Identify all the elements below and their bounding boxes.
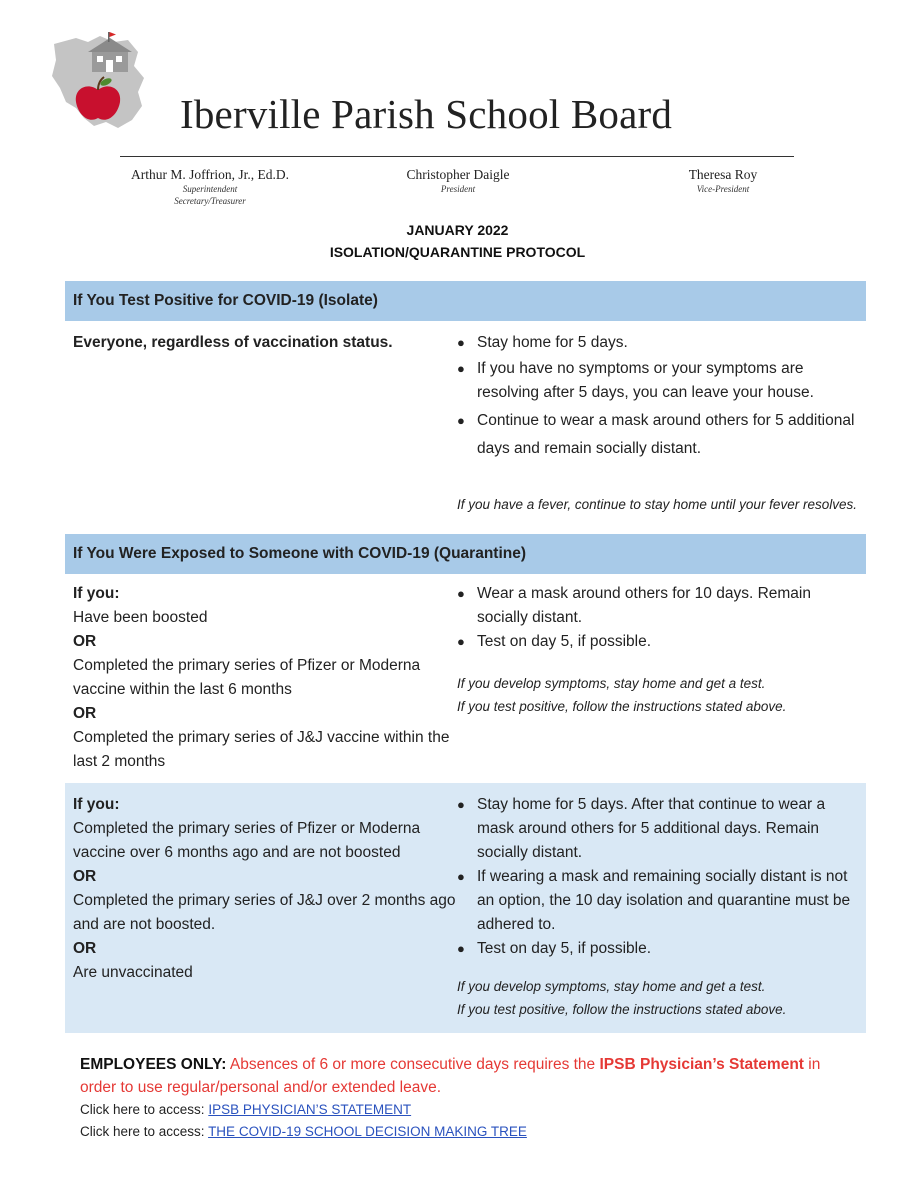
positive-row xyxy=(65,321,866,534)
list-item: ● Test on day 5, if possible. xyxy=(457,630,866,654)
criteria-item: Are unvaccinated xyxy=(73,964,193,981)
access-line-decision-tree xyxy=(80,1121,860,1143)
officer-name: Christopher Daigle xyxy=(406,167,510,182)
or-label: OR xyxy=(73,868,97,885)
list-item: ● Stay home for 5 days. xyxy=(457,331,866,355)
document-title: ISOLATION/QUARANTINE PROTOCOL xyxy=(329,244,586,260)
exposed-eligibility-not-boosted xyxy=(65,793,457,1033)
criteria-item: Completed the primary series of Pfizer or Moderna vaccine within the last 6 months xyxy=(73,657,421,698)
header-divider xyxy=(120,156,794,157)
officer-name: Arthur M. Joffrion, Jr., Ed.D. xyxy=(131,167,289,182)
exposed-row-boosted xyxy=(65,574,866,783)
criteria-item: Completed the primary series of Pfizer or Moderna vaccine over 6 months ago and are not boosted xyxy=(73,820,421,861)
apple-icon xyxy=(76,86,120,119)
officer-vice-president xyxy=(648,167,798,195)
criteria-item: Have been boosted xyxy=(73,609,208,626)
if-you-label: If you: xyxy=(73,796,120,813)
absence-text: Absences of 6 or more consecutive days requires the xyxy=(229,1056,596,1073)
symptoms-note: If you develop symptoms, stay home and get a test. xyxy=(457,979,766,994)
list-item: ● If you have no symptoms or your symptoms are resolving after 5 days, you can leave your house. xyxy=(457,357,866,405)
access-prefix: Click here to access: xyxy=(80,1102,205,1117)
access-line-statement xyxy=(80,1099,860,1121)
school-board-logo xyxy=(48,32,148,132)
or-label: OR xyxy=(73,633,97,650)
exposed-row-not-boosted xyxy=(65,783,866,1033)
access-prefix: Click here to access: xyxy=(80,1124,205,1139)
criteria-item: Completed the primary series of J&J vaccine within the last 2 months xyxy=(73,729,450,770)
positive-note: If you test positive, follow the instructions stated above. xyxy=(457,699,787,714)
officer-role: Vice-President xyxy=(696,184,750,194)
exposed-eligibility-boosted xyxy=(65,582,457,783)
fever-note: If you have a fever, continue to stay home until your fever resolves. xyxy=(457,497,857,512)
section-header-exposed: If You Were Exposed to Someone with COVID-19 (Quarantine) xyxy=(65,534,866,574)
officer-name: Theresa Roy xyxy=(688,167,758,182)
if-you-label: If you: xyxy=(73,585,120,602)
list-item: ● Continue to wear a mask around others for 5 additional days and remain socially distant. xyxy=(457,407,866,463)
employees-notice xyxy=(80,1053,860,1099)
list-item: ● Stay home for 5 days. After that continue to wear a mask around others for 5 additional days. Remain socially distant. xyxy=(457,793,866,865)
officer-superintendent xyxy=(110,167,310,207)
list-item: ● Test on day 5, if possible. xyxy=(457,937,866,961)
leave-text: in order to use regular/personal and/or extended leave. xyxy=(80,1056,821,1096)
positive-eligibility: Everyone, regardless of vaccination status. xyxy=(73,334,393,351)
officer-role: Secretary/Treasurer xyxy=(174,196,246,206)
list-item: ● Wear a mask around others for 10 days. Remain socially distant. xyxy=(457,582,866,630)
or-label: OR xyxy=(73,705,97,722)
document-date: JANUARY 2022 xyxy=(406,222,509,238)
physician-statement-link[interactable]: IPSB PHYSICIAN’S STATEMENT xyxy=(208,1102,412,1117)
positive-instructions xyxy=(457,331,866,534)
section-header-positive: If You Test Positive for COVID-19 (Isolate) xyxy=(65,281,866,321)
physician-statement-name: IPSB Physician’s Statement xyxy=(599,1056,804,1073)
list-item: ● If wearing a mask and remaining socially distant is not an option, the 10 day isolation and quarantine must be adhered to. xyxy=(457,865,866,937)
protocol-table xyxy=(65,281,866,1033)
decision-tree-link[interactable]: THE COVID-19 SCHOOL DECISION MAKING TREE xyxy=(208,1124,527,1139)
employees-only-label: EMPLOYEES ONLY: xyxy=(80,1056,227,1073)
symptoms-note: If you develop symptoms, stay home and get a test. xyxy=(457,676,766,691)
exposed-instructions-boosted xyxy=(457,582,866,783)
exposed-instructions-not-boosted xyxy=(457,793,866,1033)
criteria-item: Completed the primary series of J&J over 2 months ago and are not boosted. xyxy=(73,892,456,933)
officer-president xyxy=(378,167,538,195)
officer-role: President xyxy=(440,184,476,194)
officer-role: Superintendent xyxy=(182,184,238,194)
org-title: Iberville Parish School Board xyxy=(180,91,673,137)
or-label: OR xyxy=(73,940,97,957)
positive-note: If you test positive, follow the instructions stated above. xyxy=(457,1002,787,1017)
employees-footer xyxy=(80,1053,860,1143)
